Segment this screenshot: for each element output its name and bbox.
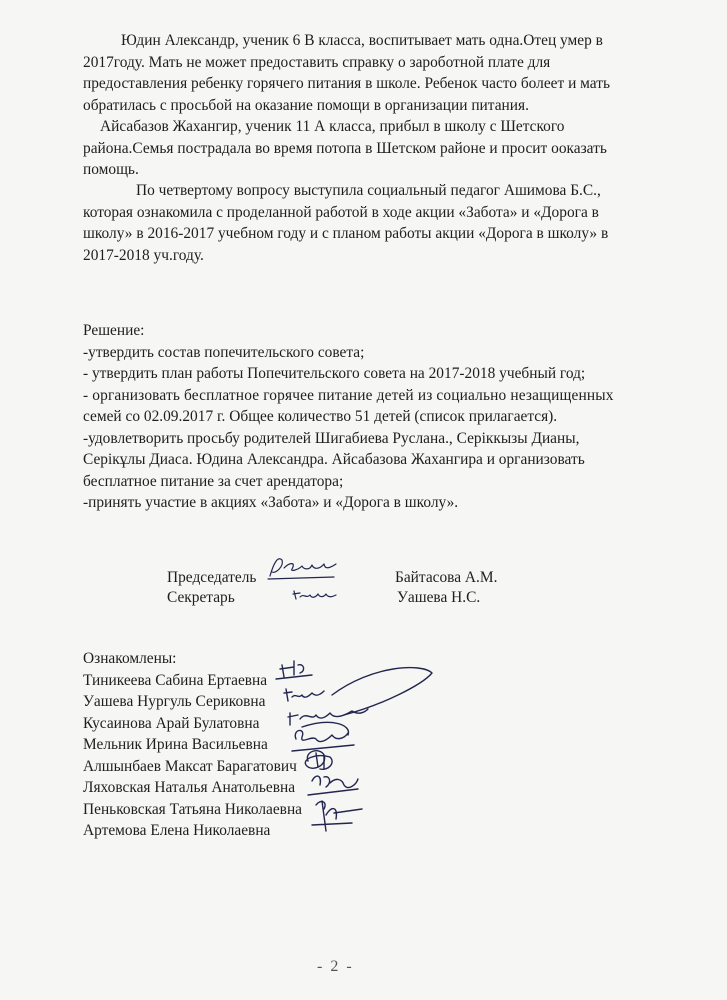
acquainted-name: Артемова Елена Николаевна — [83, 822, 271, 839]
page-number: - 2 - — [317, 958, 354, 975]
acquainted-name: Ляховская Наталья Анатольевна — [83, 779, 296, 796]
text-line: Айсабазов Жахангир, ученик 11 А класса, прибыл в школу с Шетского — [100, 118, 565, 135]
paragraph-aisabazov — [83, 116, 655, 181]
decision-item: Серікұлы Диаса. Юдина Александра. Айсабазова Жахангира и организовать — [83, 451, 585, 468]
text-line: которая ознакомила с проделанной работой в ходе акции «Забота» и «Дорога в — [83, 203, 599, 221]
decision-item: - организовать бесплатное горячее питание детей из социально незащищенных — [83, 386, 614, 404]
chair-signature — [262, 552, 342, 582]
acquainted-signatures — [272, 655, 452, 845]
text-line: предоставления ребенку горячего питания в школе. Ребенок часто болеет и мать — [83, 75, 610, 92]
decision-heading: Решение: — [83, 322, 145, 339]
text-line: обратилась с просьбой на оказание помощи в организации питания. — [83, 96, 529, 114]
text-line: района.Семья пострадала во время потопа в Шетском районе и просит ооказать — [83, 139, 607, 157]
text-line: 2017-2018 уч.году. — [83, 246, 204, 264]
acquainted-name: Пеньковская Татьяна Николаевна — [83, 800, 303, 818]
decision-item: -удовлетворить просьбу родителей Шигабиева Руслана., Серіккызы Дианы, — [83, 429, 580, 447]
secretary-name: Уашева Н.С. — [397, 589, 481, 606]
text-line: 2017году. Мать не может предоставить справку о зароботной плате для — [83, 53, 551, 71]
text-line: школу» в 2016-2017 учебном году и с планом работы акции «Дорога в школу» в — [83, 225, 609, 242]
decision-block — [83, 320, 655, 514]
decision-item: бесплатное питание за счет арендатора; — [83, 472, 344, 490]
chair-role: Председатель — [167, 569, 257, 586]
acquainted-name: Тиникеева Сабина Ертаевна — [83, 671, 268, 689]
acquainted-list — [83, 648, 302, 842]
secretary-role: Секретарь — [167, 589, 235, 606]
acquainted-name: Кусаинова Арай Булатовна — [83, 714, 260, 732]
acquainted-heading: Ознакомлены: — [83, 650, 177, 667]
decision-item: -утвердить состав попечительского совета; — [83, 343, 365, 361]
acquainted-name: Алшынбаев Максат Барагатович — [83, 757, 297, 775]
decision-item: -принять участие в акциях «Забота» и «Дорога в школу». — [83, 494, 459, 511]
secretary-signature — [290, 585, 340, 605]
decision-item: семей со 02.09.2017 г. Общее количество 51 детей (список прилагается). — [83, 408, 558, 425]
text-line: Юдин Александр, ученик 6 В класса, воспитывает мать одна.Отец умер в — [121, 32, 603, 49]
text-line: По четвертому вопросу выступила социальный педагог Ашимова Б.С., — [136, 182, 601, 199]
acquainted-name: Мельник Ирина Васильевна — [83, 736, 268, 753]
acquainted-name: Уашева Нургуль Сериковна — [83, 693, 266, 710]
chair-name: Байтасова А.М. — [395, 569, 498, 586]
paragraph-fourth-question — [83, 180, 655, 266]
paragraph-yudin — [83, 30, 655, 116]
text-line: помощь. — [83, 161, 139, 178]
decision-item: - утвердить план работы Попечительского совета на 2017-2018 учебный год; — [83, 365, 586, 382]
